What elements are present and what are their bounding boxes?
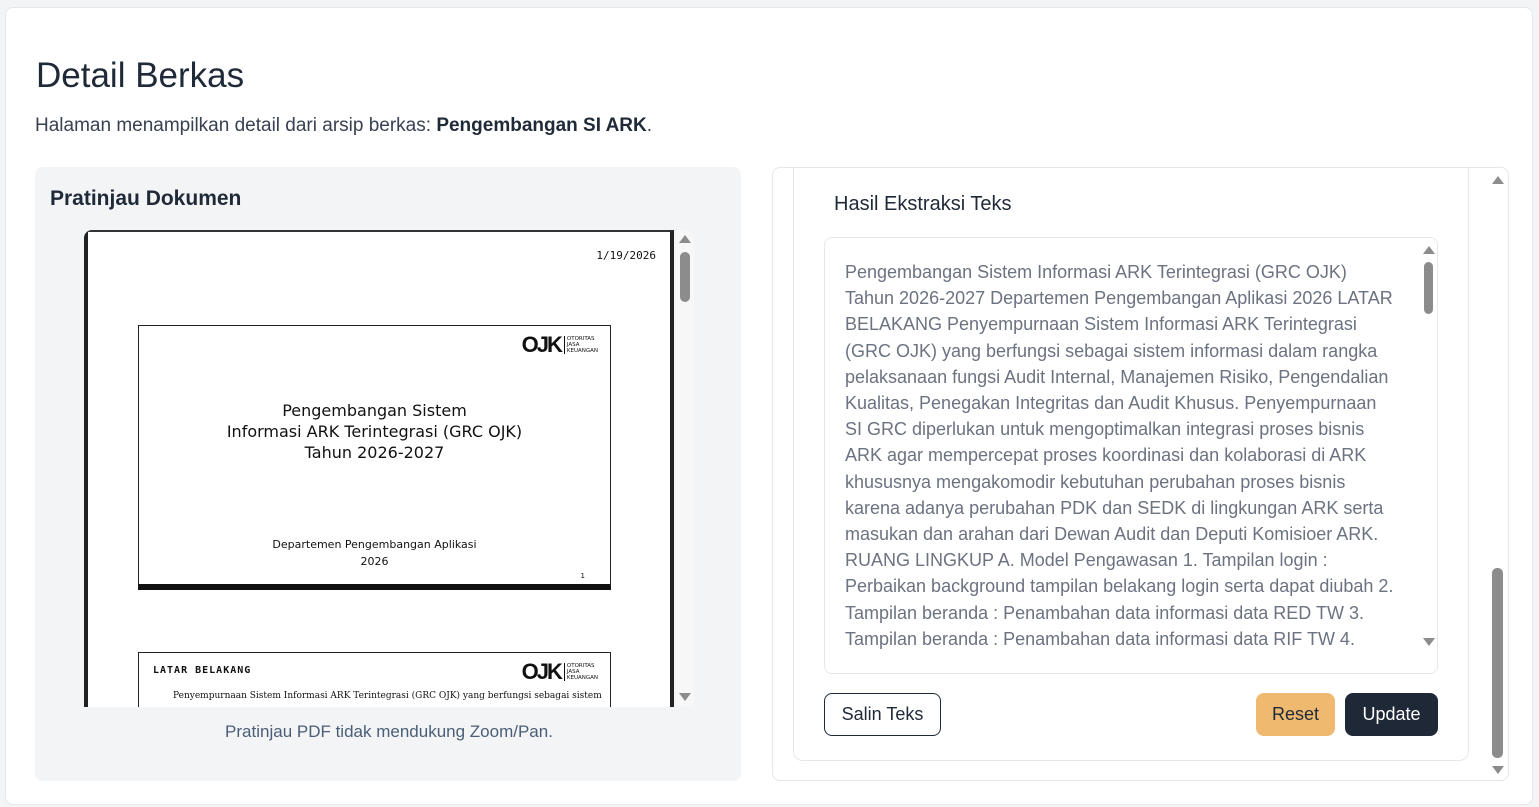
extracted-text-area[interactable] [825,238,1437,673]
logo-mark: OJK [521,332,561,357]
update-button[interactable]: Update [1345,693,1438,736]
slide-dept: Departemen Pengembangan Aplikasi 2026 [272,538,477,568]
extraction-panel [772,167,1509,781]
detail-card [5,7,1533,805]
pdf-scrollbar[interactable] [676,230,694,707]
logo-text: OTORITAS JASA KEUANGAN [564,336,598,354]
slide-heading: LATAR BELAKANG [153,665,252,676]
page-subtitle [35,115,652,137]
extraction-card [793,167,1469,761]
extraction-heading: Hasil Ekstraksi Teks [834,193,1012,215]
preview-caption: Pratinjau PDF tidak mendukung Zoom/Pan. [225,722,553,741]
slide-title: Pengembangan Sistem Informasi ARK Terintegrasi (GRC OJK) Tahun 2026-2027 [226,401,523,462]
scroll-up-icon[interactable] [1423,246,1435,254]
document-preview-panel [35,167,741,781]
extracted-text-box [824,237,1438,674]
scroll-up-icon[interactable] [1492,176,1504,184]
pdf-date: 1/19/2026 [596,249,656,262]
slide-page-number: 1 [580,572,585,580]
slide-text: Penyempurnaan Sistem Informasi ARK Terintegrasi (GRC OJK) yang berfungsi sebagai sistem [173,691,602,701]
scroll-down-icon[interactable] [1423,638,1435,646]
preview-heading: Pratinjau Dokumen [50,187,242,210]
copy-text-button[interactable]: Salin Teks [824,693,941,736]
scrollbar-thumb[interactable] [1492,568,1503,758]
scroll-down-icon[interactable] [679,693,691,701]
scroll-down-icon[interactable] [1492,766,1504,774]
pdf-page [84,230,674,707]
file-name: Pengembangan SI ARK [436,115,647,136]
ojk-logo: OJK OTORITAS JASA KEUANGAN [521,659,598,684]
scrollbar-thumb[interactable] [1424,262,1433,314]
subtitle-text: Halaman menampilkan detail dari arsip berkas: [35,115,437,136]
pdf-slide-title [138,325,611,590]
scroll-up-icon[interactable] [679,235,691,243]
pdf-slide-background [138,652,611,707]
ojk-logo [522,332,598,358]
textarea-scrollbar[interactable] [1420,238,1437,673]
subtitle-period: . [646,115,653,136]
panel-scrollbar[interactable] [1488,168,1508,780]
page-title: Detail Berkas [36,56,245,95]
reset-button[interactable]: Reset [1256,693,1335,736]
scrollbar-thumb[interactable] [680,252,690,302]
pdf-viewer[interactable] [84,230,694,756]
